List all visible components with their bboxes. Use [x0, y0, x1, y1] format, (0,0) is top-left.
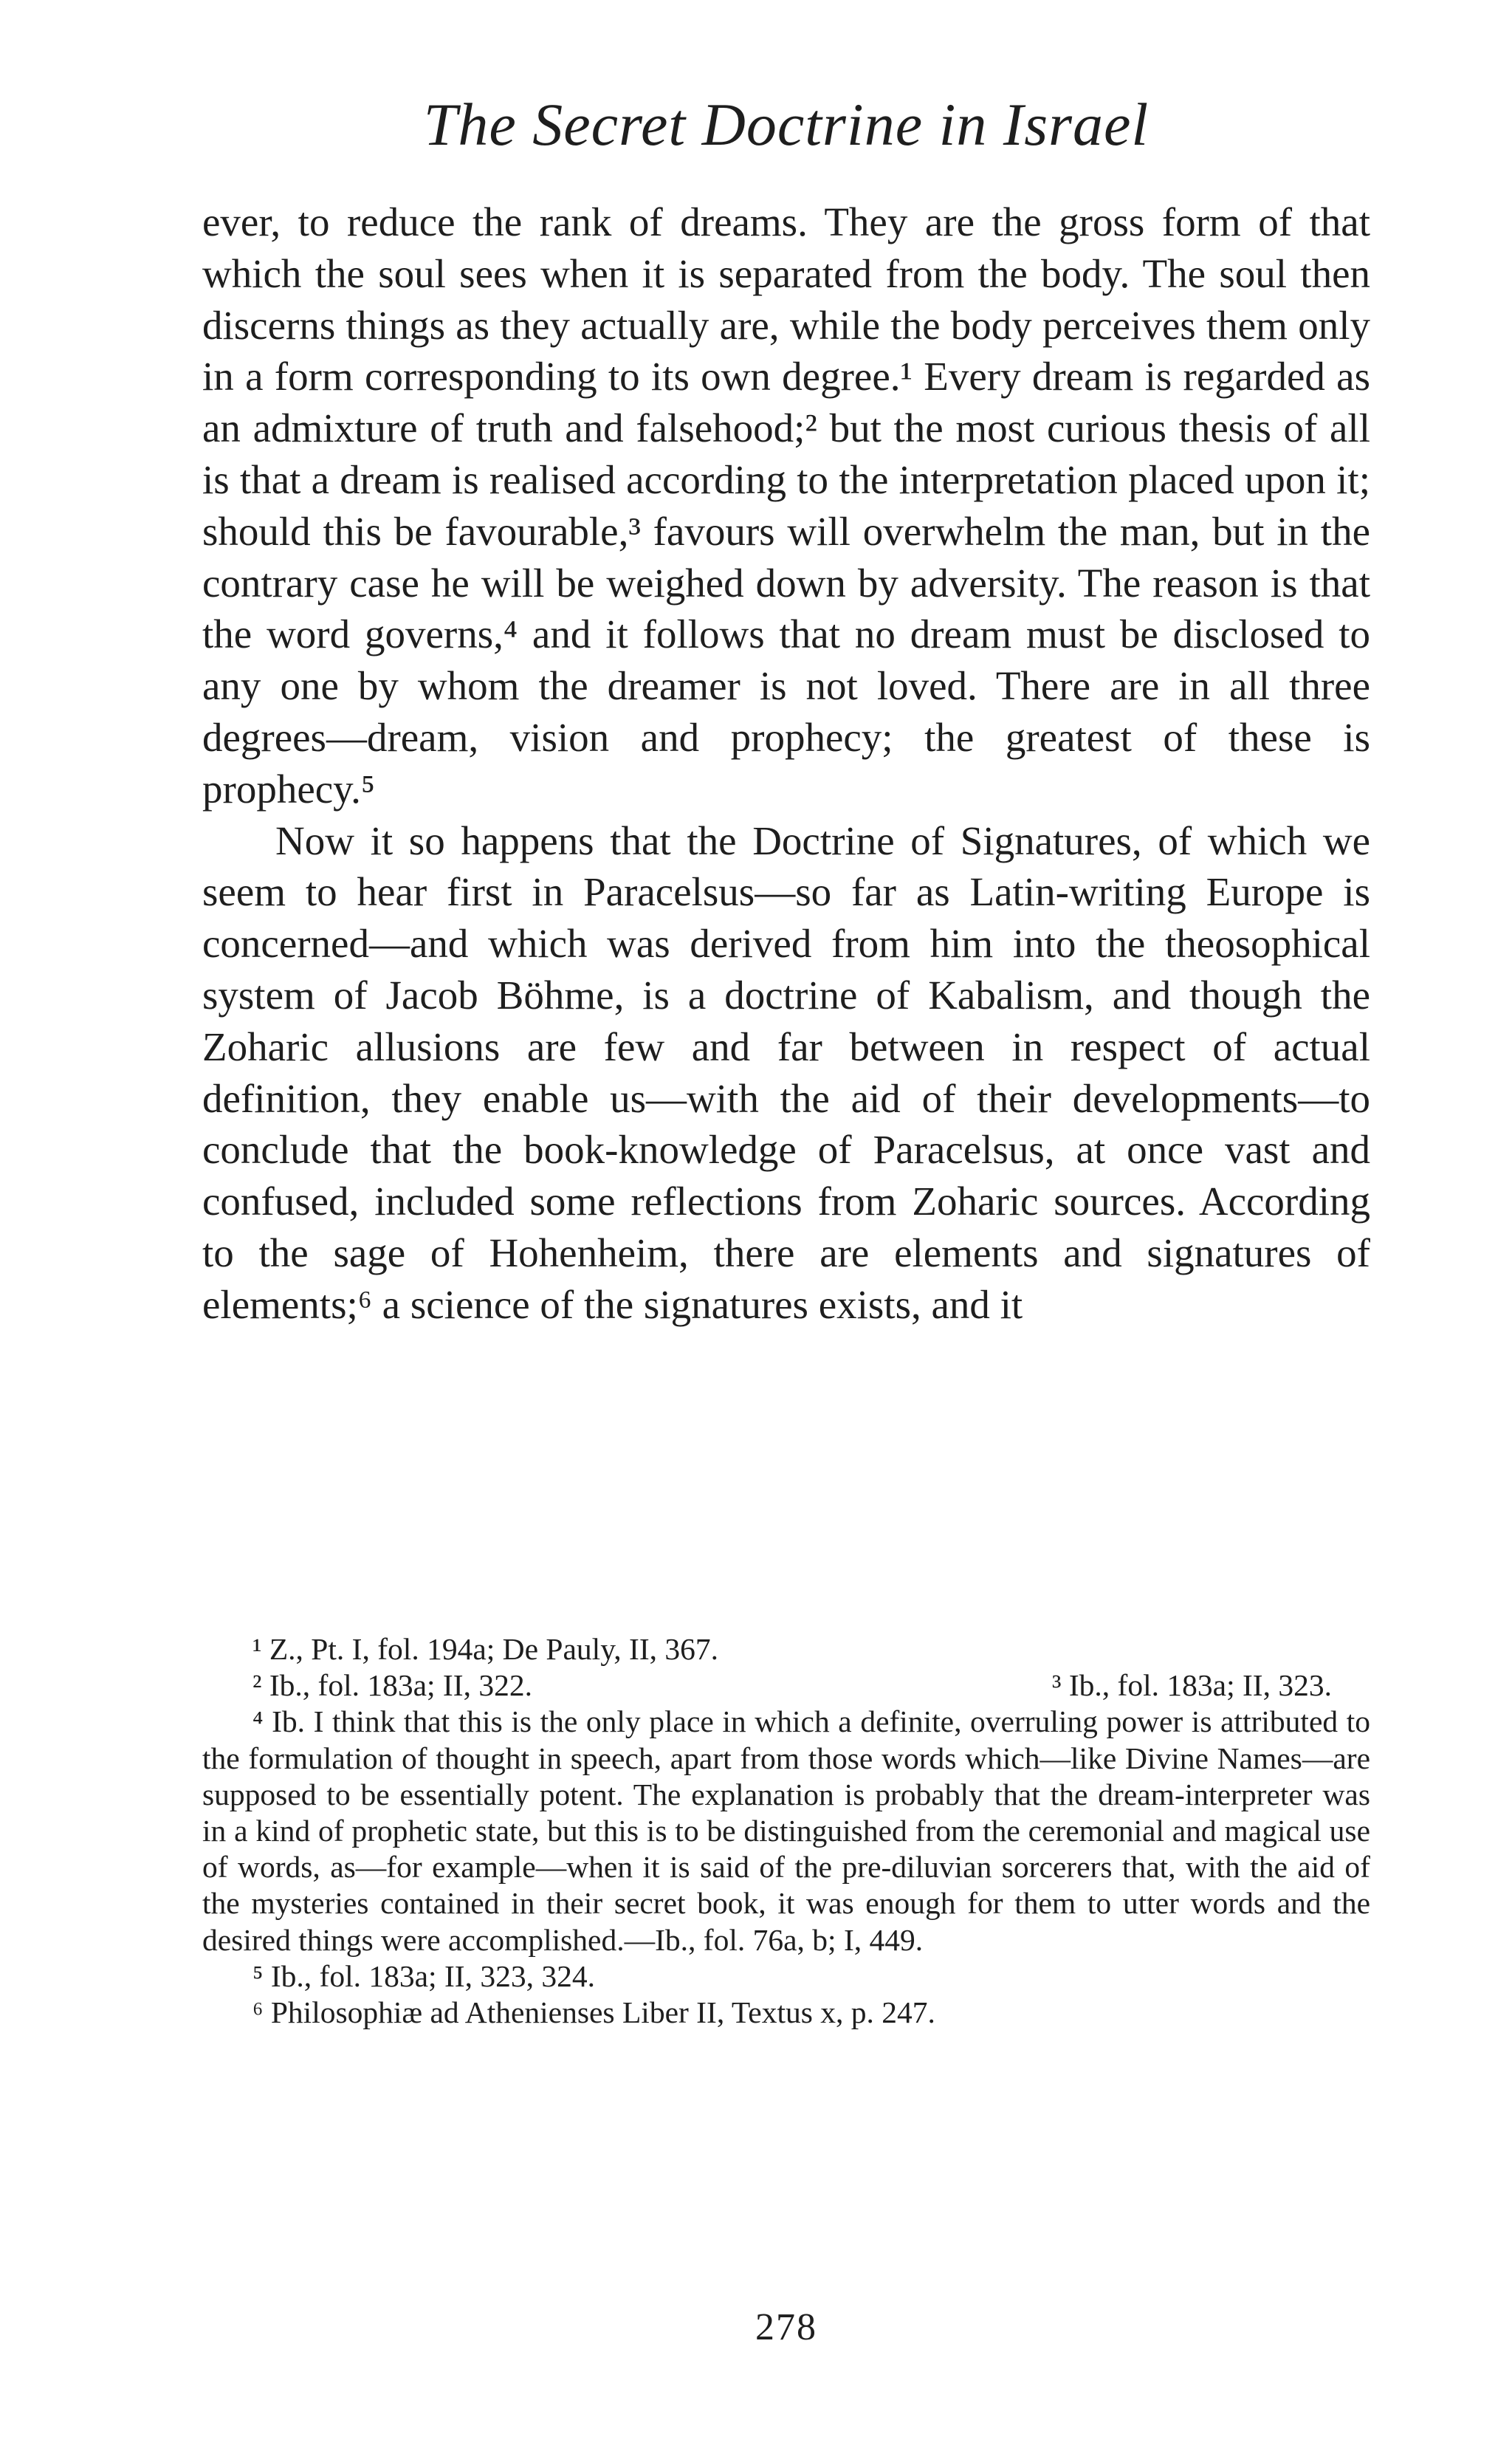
- page-number: 278: [755, 2306, 817, 2348]
- footnote-row-2-3: [202, 1667, 1370, 1704]
- footnote-5: ⁵ Ib., fol. 183a; II, 323, 324.: [252, 1958, 595, 1993]
- footnote-3: ³ Ib., fol. 183a; II, 323.: [1052, 1668, 1332, 1703]
- footnote-2: ² Ib., fol. 183a; II, 322.: [252, 1668, 532, 1703]
- running-head: The Secret Doctrine in Israel: [423, 91, 1150, 158]
- footnotes: [202, 1631, 1370, 2031]
- footnote-6: ⁶ Philosophiæ ad Athenienses Liber II, Textus x, p. 247.: [252, 1995, 935, 2030]
- paragraph-1: ever, to reduce the rank of dreams. They are the gross form of that which the soul sees when it is separated from the body. The soul then discerns things as they actually are, while the body perceives them only in a form corresponding to its own degree.¹ Every dream is regarded as an admixture of truth and falsehood;² but the most curious thesis of all is that a dream is realised according to the interpretation placed upon it; should this be favourable,³ favours will overwhelm the man, but in the contrary case he will be weighed down by adversity. The reason is that the word governs,⁴ and it follows that no dream must be disclosed to any one by whom the dreamer is not loved. There are in all three degrees—dream, vision and prophecy; the greatest of these is prophecy.⁵: [202, 199, 1370, 812]
- body-text: [202, 196, 1370, 1331]
- footnote-4: ⁴ Ib. I think that this is the only place in which a definite, overruling power is attributed to the formulation of thought in speech, apart from those words which—like Divine Names—are supposed to be essentially potent. The explanation is probably that the dream-interpreter was in a kind of prophetic state, but this is to be distinguished from the ceremonial and magical use of words, as—for example—when it is said of the pre-diluvian sorcerers that, with the aid of the mysteries contained in their secret book, it was enough for them to utter words and the desired things were accomplished.—Ib., fol. 76a, b; I, 449.: [202, 1704, 1370, 1957]
- footnote-1: ¹ Z., Pt. I, fol. 194a; De Pauly, II, 367.: [252, 1632, 719, 1666]
- paragraph-2: Now it so happens that the Doctrine of Signatures, of which we seem to hear first in Paracelsus—so far as Latin-writing Europe is concerned—and which was derived from him into the theosophical system of Jacob Böhme, is a doctrine of Kabalism, and though the Zoharic allusions are few and far between in respect of actual definition, they enable us—with the aid of their developments—to conclude that the book-knowledge of Paracelsus, at once vast and confused, included some reflections from Zoharic sources. According to the sage of Hohenheim, there are elements and signatures of elements;⁶ a science of the signatures exists, and it: [202, 817, 1370, 1327]
